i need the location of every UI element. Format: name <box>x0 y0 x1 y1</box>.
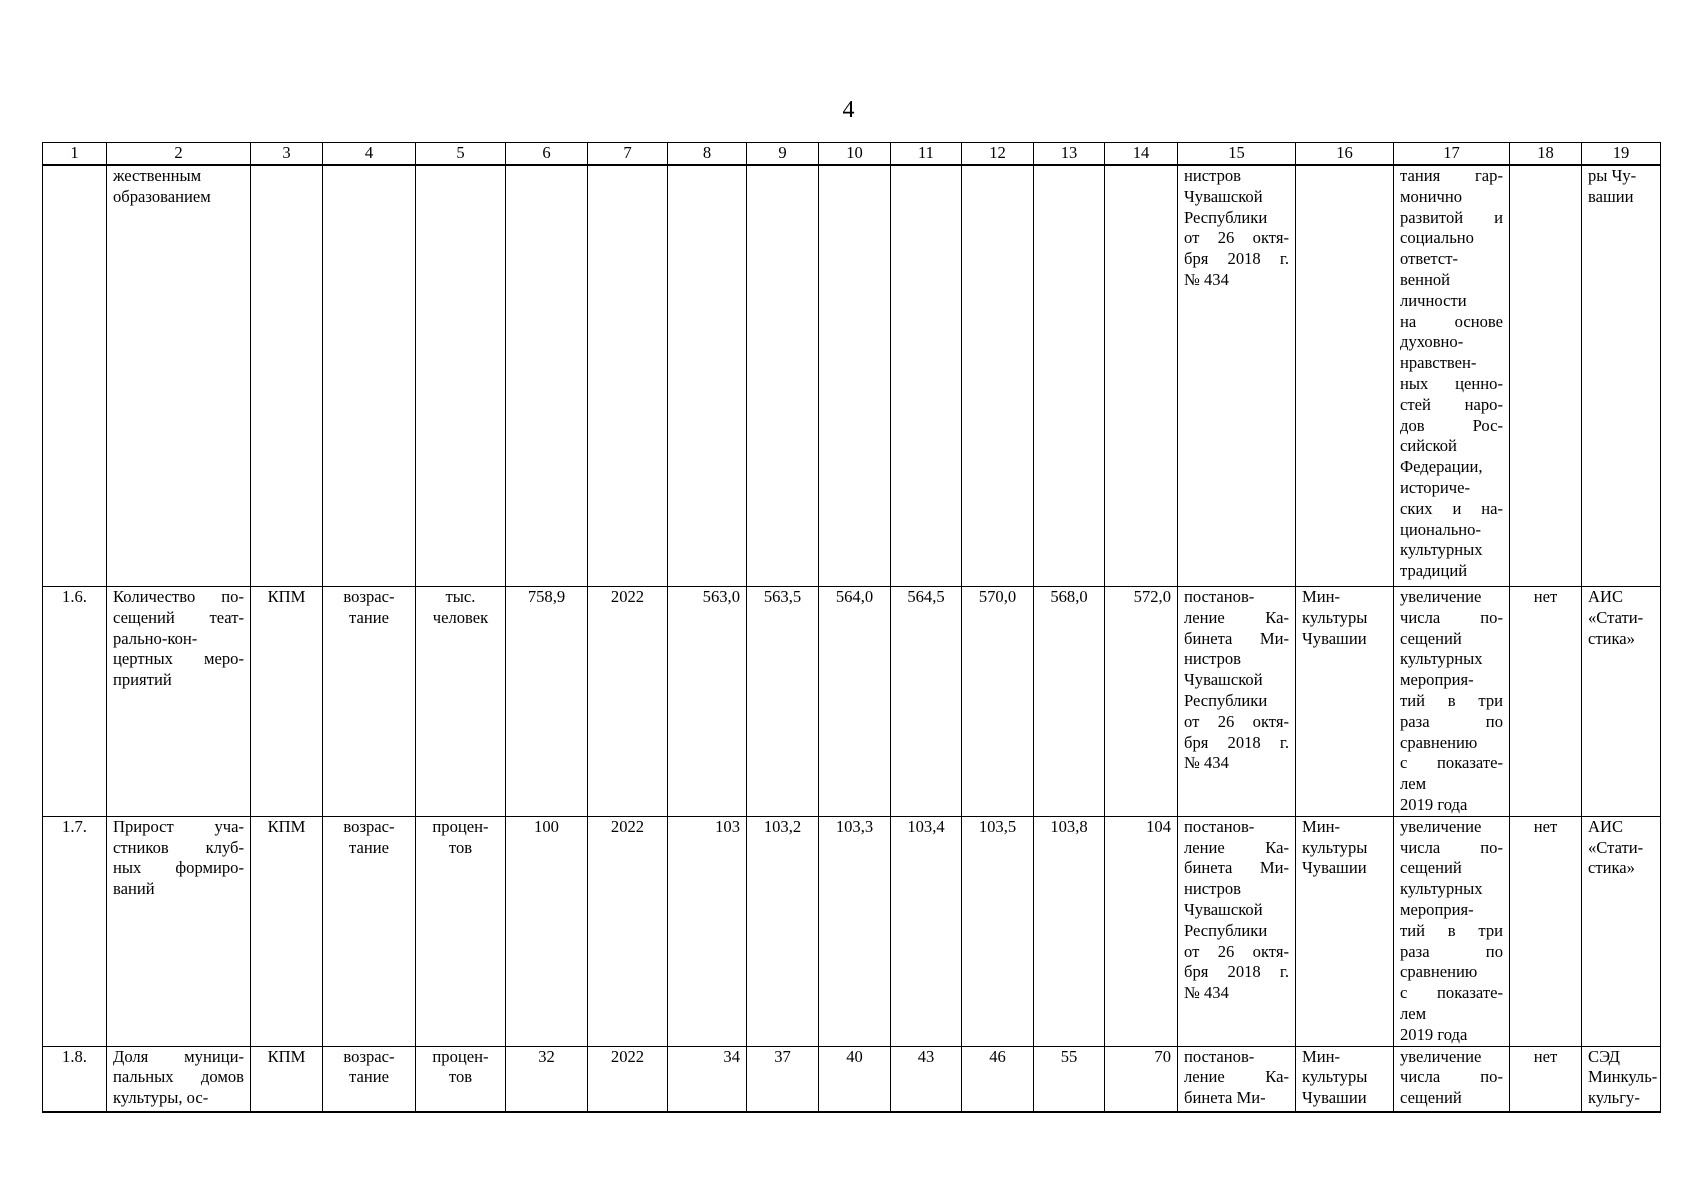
table-cell <box>668 587 747 817</box>
cell-line: лем <box>1400 1003 1427 1023</box>
cell-line: 568,0 <box>1050 587 1088 606</box>
cell-line: 37 <box>774 1046 791 1066</box>
cell-line: 40 <box>846 1046 863 1066</box>
cell-line: КПМ <box>267 1046 306 1066</box>
cell-line: 572,0 <box>1133 587 1171 606</box>
cell-line: 2022 <box>610 1046 645 1066</box>
column-header-6: 6 <box>506 143 588 166</box>
cell-line: ление Ка- <box>1184 607 1289 627</box>
cell-line: духовно- <box>1400 332 1464 352</box>
cell-line: рально-кон- <box>113 628 198 648</box>
cell-line: 563,5 <box>763 587 802 606</box>
table-cell <box>668 1046 747 1112</box>
table-cell <box>891 165 962 587</box>
cell-line: 2022 <box>610 587 645 606</box>
table-cell <box>323 1046 416 1112</box>
cell-line: 2019 года <box>1400 1024 1468 1044</box>
cell-line: нет <box>1533 1046 1558 1066</box>
cell-line: 103,5 <box>978 816 1017 836</box>
cell-line: сийской <box>1400 436 1457 456</box>
cell-line: от 26 октя- <box>1184 711 1289 731</box>
cell-line: сещений <box>1400 858 1462 878</box>
cell-line: тыс. <box>445 587 476 606</box>
table-row <box>43 165 1661 587</box>
cell-line: 103,8 <box>1050 816 1088 836</box>
cell-line: Федерации, <box>1400 457 1483 477</box>
column-header-8: 8 <box>668 143 747 166</box>
table-cell <box>588 816 668 1046</box>
column-header-15: 15 <box>1178 143 1296 166</box>
cell-line: ление Ка- <box>1184 837 1289 857</box>
cell-line: Мин- <box>1302 1046 1341 1066</box>
column-header-2: 2 <box>107 143 251 166</box>
table-cell <box>1105 1046 1178 1112</box>
cell-line: нет <box>1533 816 1558 836</box>
table-cell <box>1105 816 1178 1046</box>
table-cell <box>1510 587 1582 817</box>
cell-line: стей наро- <box>1400 394 1503 414</box>
column-header-10: 10 <box>819 143 891 166</box>
table-cell <box>107 1046 251 1112</box>
cell-line: КПМ <box>267 587 306 606</box>
table-cell <box>747 587 819 817</box>
cell-line: Мин- <box>1302 587 1341 606</box>
cell-line: № 434 <box>1184 269 1229 289</box>
cell-line: социально <box>1400 228 1474 248</box>
cell-line: кульгу- <box>1588 1088 1640 1108</box>
cell-line: вашии <box>1588 186 1634 206</box>
cell-line: тов <box>448 1067 473 1087</box>
cell-line: процен- <box>432 816 489 836</box>
table-cell <box>1105 587 1178 817</box>
table-cell <box>323 165 416 587</box>
column-header-4: 4 <box>323 143 416 166</box>
table-cell <box>107 165 251 587</box>
cell-line: бинета Ми- <box>1184 1088 1266 1108</box>
table-cell <box>588 1046 668 1112</box>
column-header-19: 19 <box>1582 143 1661 166</box>
cell-line: 1.7. <box>62 816 87 836</box>
table-cell <box>251 587 323 817</box>
table-cell <box>1034 165 1105 587</box>
table-cell <box>891 816 962 1046</box>
table-cell <box>1582 587 1661 817</box>
cell-line: лем <box>1400 774 1427 794</box>
cell-line: 46 <box>989 1046 1006 1066</box>
table-cell <box>506 587 588 817</box>
cell-line: тий в три <box>1400 690 1503 710</box>
table-cell <box>506 1046 588 1112</box>
table-cell <box>1178 816 1296 1046</box>
table-cell <box>588 165 668 587</box>
cell-line: «Стати- <box>1588 837 1644 857</box>
cell-line: 564,0 <box>835 587 874 606</box>
cell-line: Количество по- <box>113 587 244 606</box>
cell-line: тание <box>349 607 389 627</box>
table-cell <box>1178 165 1296 587</box>
column-header-17: 17 <box>1394 143 1510 166</box>
cell-line: дов Рос- <box>1400 415 1503 435</box>
cell-line: раза по <box>1400 941 1503 961</box>
cell-line: развитой и <box>1400 207 1503 227</box>
cell-line: 570,0 <box>978 587 1017 606</box>
cell-line: 103,2 <box>763 816 802 836</box>
column-header-1: 1 <box>43 143 107 166</box>
cell-line: постанов- <box>1184 587 1255 606</box>
cell-line: АИС <box>1588 587 1624 606</box>
cell-line: Чувашской <box>1184 899 1263 919</box>
cell-line: стика» <box>1588 628 1635 648</box>
cell-line: ление Ка- <box>1184 1067 1289 1087</box>
cell-line: культуры, ос- <box>113 1088 209 1108</box>
table-cell <box>1510 1046 1582 1112</box>
cell-line: 1.8. <box>62 1046 87 1066</box>
table-cell <box>1178 587 1296 817</box>
cell-line: 758,9 <box>527 587 566 606</box>
table-cell <box>1296 816 1394 1046</box>
cell-line: 103 <box>715 816 740 836</box>
cell-line: 70 <box>1154 1046 1171 1066</box>
table-cell <box>747 165 819 587</box>
table-cell <box>251 1046 323 1112</box>
cell-line: 55 <box>1060 1046 1078 1066</box>
table-cell <box>416 1046 506 1112</box>
cell-line: культурных <box>1400 649 1483 669</box>
column-header-13: 13 <box>1034 143 1105 166</box>
table-cell <box>747 816 819 1046</box>
table-cell <box>43 587 107 817</box>
cell-line: нравствен- <box>1400 353 1477 373</box>
table-cell <box>323 587 416 817</box>
cell-line: 32 <box>538 1046 555 1066</box>
cell-line: сравнению <box>1400 732 1478 752</box>
table-cell <box>416 587 506 817</box>
cell-line: 2022 <box>610 816 645 836</box>
cell-line: цертных меро- <box>113 649 244 669</box>
table-cell <box>819 587 891 817</box>
table-cell <box>1394 1046 1510 1112</box>
cell-line: личности <box>1400 290 1467 310</box>
cell-line: Прирост уча- <box>113 816 244 836</box>
table-cell <box>1582 1046 1661 1112</box>
table-cell <box>1034 816 1105 1046</box>
cell-line: Мин- <box>1302 816 1341 836</box>
cell-line: 563,0 <box>702 587 740 606</box>
cell-line: увеличение <box>1400 816 1482 836</box>
cell-line: процен- <box>432 1046 489 1066</box>
table-cell <box>668 816 747 1046</box>
table-cell <box>506 165 588 587</box>
table-cell <box>962 587 1034 817</box>
table-cell <box>1178 1046 1296 1112</box>
cell-line: Чувашии <box>1302 628 1367 648</box>
cell-line: Республики <box>1184 690 1268 710</box>
cell-line: СЭД <box>1588 1046 1620 1066</box>
cell-line: человек <box>432 607 489 627</box>
cell-line: числа по- <box>1400 1067 1503 1087</box>
table-cell <box>251 165 323 587</box>
cell-line: «Стати- <box>1588 607 1644 627</box>
cell-line: сещений <box>1400 628 1462 648</box>
cell-line: приятий <box>113 670 172 690</box>
cell-line: АИС <box>1588 816 1624 836</box>
cell-line: бря 2018 г. <box>1184 249 1289 269</box>
cell-line: тов <box>448 837 473 857</box>
cell-line: венной <box>1400 269 1451 289</box>
cell-line: возрас- <box>343 816 395 836</box>
table-cell <box>416 816 506 1046</box>
cell-line: ных ценно- <box>1400 373 1503 393</box>
cell-line: 104 <box>1146 816 1171 836</box>
cell-line: раза по <box>1400 711 1503 731</box>
cell-line: нистров <box>1184 649 1242 669</box>
cell-line: культурных <box>1400 540 1483 560</box>
cell-line: традиций <box>1400 561 1468 581</box>
cell-line: увеличение <box>1400 1046 1482 1066</box>
cell-line: Чувашии <box>1302 858 1367 878</box>
cell-line: ционально- <box>1400 519 1481 539</box>
table-cell <box>819 1046 891 1112</box>
table-cell <box>1296 1046 1394 1112</box>
table-cell <box>506 816 588 1046</box>
table-cell <box>1394 816 1510 1046</box>
cell-line: на основе <box>1400 311 1503 331</box>
table-cell <box>962 816 1034 1046</box>
cell-line: культурных <box>1400 879 1483 899</box>
cell-line: Минкуль- <box>1588 1067 1658 1087</box>
table-cell <box>962 165 1034 587</box>
cell-line: от 26 октя- <box>1184 228 1289 248</box>
table-cell <box>747 1046 819 1112</box>
cell-line: Республики <box>1184 920 1268 940</box>
cell-line: увеличение <box>1400 587 1482 606</box>
table-cell <box>819 816 891 1046</box>
cell-line: стников клуб- <box>113 837 244 857</box>
cell-line: постанов- <box>1184 816 1255 836</box>
cell-line: бря 2018 г. <box>1184 732 1289 752</box>
cell-line: пальных домов <box>113 1067 244 1087</box>
column-header-16: 16 <box>1296 143 1394 166</box>
table-cell <box>1582 816 1661 1046</box>
cell-line: ваний <box>113 879 155 899</box>
table-cell <box>323 816 416 1046</box>
column-header-18: 18 <box>1510 143 1582 166</box>
table-cell <box>43 165 107 587</box>
cell-line: 2019 года <box>1400 794 1468 814</box>
cell-line: стика» <box>1588 858 1635 878</box>
cell-line: Чувашии <box>1302 1088 1367 1108</box>
cell-line: 34 <box>723 1046 740 1066</box>
header-row <box>43 143 1661 166</box>
cell-line: возрас- <box>343 587 395 606</box>
table-cell <box>107 816 251 1046</box>
table-cell <box>416 165 506 587</box>
table-cell <box>1034 1046 1105 1112</box>
table-row <box>43 587 1661 817</box>
indicator-table <box>42 142 1661 1113</box>
column-header-3: 3 <box>251 143 323 166</box>
cell-line: образованием <box>113 186 211 206</box>
cell-line: с показате- <box>1400 753 1503 773</box>
column-header-12: 12 <box>962 143 1034 166</box>
table-cell <box>1510 816 1582 1046</box>
cell-line: культуры <box>1302 1067 1368 1087</box>
table-cell <box>1296 165 1394 587</box>
column-header-5: 5 <box>416 143 506 166</box>
table-cell <box>962 1046 1034 1112</box>
cell-line: Республики <box>1184 207 1268 227</box>
column-header-11: 11 <box>891 143 962 166</box>
cell-line: монично <box>1400 186 1463 206</box>
table-cell <box>1394 165 1510 587</box>
cell-line: нет <box>1533 587 1558 606</box>
cell-line: КПМ <box>267 816 306 836</box>
cell-line: бинета Ми- <box>1184 628 1289 648</box>
table-cell <box>43 816 107 1046</box>
cell-line: бря 2018 г. <box>1184 962 1289 982</box>
cell-line: нистров <box>1184 166 1242 185</box>
cell-line: нистров <box>1184 879 1242 899</box>
cell-line: 43 <box>917 1046 935 1066</box>
cell-line: тание <box>349 837 389 857</box>
cell-line: 103,4 <box>907 816 945 836</box>
cell-line: тий в три <box>1400 920 1503 940</box>
cell-line: числа по- <box>1400 837 1503 857</box>
table-cell <box>668 165 747 587</box>
cell-line: ответст- <box>1400 249 1459 269</box>
table-cell <box>43 1046 107 1112</box>
cell-line: мероприя- <box>1400 899 1474 919</box>
cell-line: с показате- <box>1400 983 1503 1003</box>
cell-line: Чувашской <box>1184 186 1263 206</box>
table-cell <box>1394 587 1510 817</box>
table-cell <box>107 587 251 817</box>
cell-line: тание <box>349 1067 389 1087</box>
cell-line: числа по- <box>1400 607 1503 627</box>
table-cell <box>891 587 962 817</box>
cell-line: сравнению <box>1400 962 1478 982</box>
table-cell <box>588 587 668 817</box>
cell-line: историче- <box>1400 477 1470 497</box>
cell-line: культуры <box>1302 837 1368 857</box>
table-cell <box>1510 165 1582 587</box>
table-cell <box>891 1046 962 1112</box>
column-header-9: 9 <box>747 143 819 166</box>
column-header-14: 14 <box>1105 143 1178 166</box>
cell-line: сещений <box>1400 1088 1462 1108</box>
cell-line: 100 <box>534 816 559 836</box>
table-cell <box>1034 587 1105 817</box>
cell-line: 103,3 <box>835 816 874 836</box>
cell-line: культуры <box>1302 607 1368 627</box>
cell-line: от 26 октя- <box>1184 941 1289 961</box>
table-row <box>43 1046 1661 1112</box>
cell-line: ных формиро- <box>113 858 244 878</box>
cell-line: Доля муници- <box>113 1046 244 1066</box>
column-header-7: 7 <box>588 143 668 166</box>
cell-line: возрас- <box>343 1046 395 1066</box>
cell-line: 1.6. <box>62 587 87 606</box>
cell-line: сещений теат- <box>113 607 244 627</box>
cell-line: мероприя- <box>1400 670 1474 690</box>
table-cell <box>1105 165 1178 587</box>
table-cell <box>251 816 323 1046</box>
cell-line: жественным <box>113 166 202 185</box>
cell-line: бинета Ми- <box>1184 858 1289 878</box>
table-row <box>43 816 1661 1046</box>
page-number: 4 <box>842 97 855 123</box>
cell-line: постанов- <box>1184 1046 1255 1066</box>
cell-line: № 434 <box>1184 753 1229 773</box>
table-cell <box>1296 587 1394 817</box>
cell-line: № 434 <box>1184 983 1229 1003</box>
cell-line: ры Чу- <box>1588 166 1637 185</box>
cell-line: тания гар- <box>1400 166 1503 185</box>
cell-line: 564,5 <box>907 587 945 606</box>
cell-line: ских и на- <box>1400 498 1503 518</box>
cell-line: Чувашской <box>1184 670 1263 690</box>
table-cell <box>1582 165 1661 587</box>
table-cell <box>819 165 891 587</box>
